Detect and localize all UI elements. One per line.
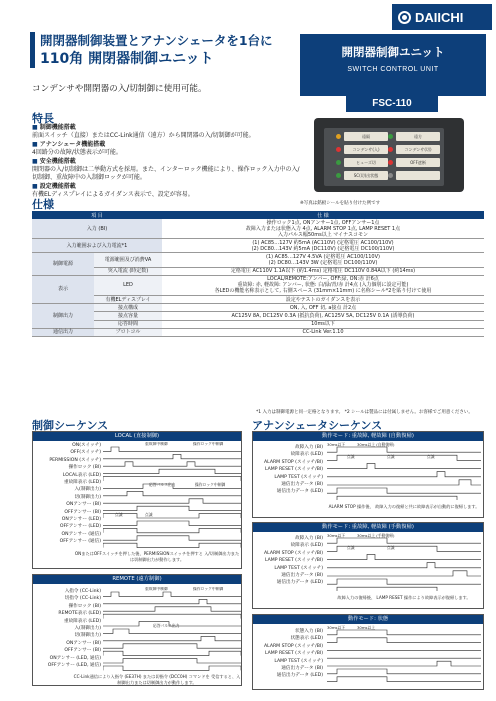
local-seq-note: ONまたはOFFスイッチを押した後、PERMISSIONスイッチを押すと 入/切制御出力または切制御出力が動作します。	[74, 551, 240, 562]
ann-mode2-waveforms	[327, 533, 481, 591]
spec-row	[32, 320, 484, 328]
remote-signal-list	[35, 588, 101, 669]
ann-mode3-diagram	[252, 614, 484, 690]
spec-value: (1) AC85…127V 約5mA (AC110V) (定格電圧 AC100/110V) (2) DC80…143V 約5mA (DC110V) (定格電圧 DC100/110V)	[162, 239, 484, 253]
ann-mode2-diagram	[252, 522, 484, 609]
product-name-en: SWITCH CONTROL UNIT	[347, 66, 439, 73]
signal-label: ONアンサー (LED)	[61, 517, 101, 523]
spec-row	[32, 304, 484, 312]
signal-waveform	[103, 629, 241, 633]
signal-label: 通信出力データ (LED)	[276, 673, 323, 679]
signal-waveform	[327, 638, 481, 643]
timing-label: 30ms以下	[327, 625, 346, 630]
spec-category: 制御出力	[32, 304, 94, 329]
signal-label: OFF(スイッチ)	[70, 450, 101, 456]
signal-label: ALARM STOP (スイッチ/BI)	[264, 643, 323, 649]
timing-label: 点滅	[387, 545, 395, 550]
spec-row	[32, 312, 484, 320]
spec-row	[32, 275, 484, 295]
signal-label: 故障表示 (LED)	[290, 452, 323, 458]
signal-waveform	[327, 480, 481, 485]
product-name-jp: 開閉器制御ユニット	[341, 45, 445, 59]
spec-category: 入力 (BI)	[32, 219, 162, 239]
ann-seq-heading: アナンシェータシーケンス	[252, 419, 383, 432]
signal-waveform	[103, 592, 241, 596]
feature-title: ■ 安全機能搭載	[32, 158, 302, 166]
signal-label: 通信出力データ (LED)	[276, 580, 323, 586]
timing-label: 点滅	[427, 454, 435, 459]
ann-mode2-signal-list	[255, 535, 323, 587]
signal-waveform	[327, 496, 481, 500]
ann-mode3-waveforms	[327, 625, 481, 687]
remote-waveforms	[103, 587, 241, 673]
feature-title: ■ 制御機能搭載	[32, 124, 302, 132]
device-button: 遠方	[396, 132, 440, 141]
signal-waveform	[327, 587, 481, 591]
remote-seq-diagram	[32, 574, 242, 686]
signal-label: ONアンサー (通信)	[61, 531, 101, 537]
feature-text: 有機ELディスプレイによるガイダンス表示で、設定が容易。	[32, 191, 194, 199]
spec-value: LOCAL/REMOTE:アンバー, OFF:緑, ON:赤 計6点 重故障: 赤, 軽故障: アンバー, 状態: 白/緑/青/赤 計4点 (入力個別に設定可能) 各LEDの機能名称表示として, 右側スペース (31mm×11mm) に名称シール*2を貼り付けて使用	[162, 275, 484, 295]
signal-label: LAMP TEST (スイッチ)	[274, 565, 323, 571]
signal-waveform	[327, 472, 481, 477]
spec-subcategory: 電源範囲及び消費VA	[94, 253, 162, 267]
device-led	[388, 173, 393, 178]
signal-waveform	[103, 469, 241, 473]
signal-label: 切(制御出力)	[74, 633, 101, 639]
ann-mode1-note: ALARM STOP 操作後、 故障入力の復帰と共に故障表示が自動的に復帰します。	[328, 504, 480, 509]
timing-label: 点滅	[347, 545, 355, 550]
signal-label: ONアンサー (BI)	[66, 502, 101, 508]
spec-subcategory: 接点構成	[94, 304, 162, 312]
spec-subcategory: 有機ELディスプレイ	[94, 295, 162, 303]
signal-label: ONアンサー (LED, 通信)	[49, 655, 101, 661]
signal-waveform	[327, 554, 481, 559]
signal-label: OFFアンサー (通信)	[59, 539, 101, 545]
signal-label: REMOTE表示 (LED)	[58, 611, 101, 617]
device-led	[336, 134, 341, 139]
signal-waveform	[103, 614, 241, 618]
signal-label: OFFアンサー (LED, 通信)	[47, 663, 101, 669]
spec-row	[32, 219, 484, 239]
timing-label: 30ms以下	[327, 442, 346, 447]
signal-label: ALARM STOP (スイッチ/BI)	[264, 459, 323, 465]
signal-label: 切(制御出力)	[74, 494, 101, 500]
feature-title: ■ 設定機能搭載	[32, 183, 302, 191]
signal-label: 入(制御出力)	[74, 626, 101, 632]
signal-label: 故障入力 (BI)	[295, 445, 323, 450]
signal-label: 入(制御出力)	[74, 487, 101, 493]
ann-mode2-title: 動作モード: 重故障, 軽故障 (手動復帰)	[253, 523, 483, 532]
signal-waveform	[103, 666, 241, 670]
signal-label: ON(スイッチ)	[72, 443, 101, 448]
spec-value: AC125V 8A, DC125V 0.3A (抵抗負荷), AC125V 5A, DC125V 0.1A (誘導負荷)	[162, 312, 484, 320]
signal-waveform	[327, 488, 481, 493]
device-button	[396, 171, 440, 180]
signal-waveform	[327, 571, 481, 576]
timing-label: 操作ロック中制御	[195, 482, 226, 487]
signal-label: 操作ロック (BI)	[68, 603, 101, 609]
signal-label: 入指令 (CC-Link)	[64, 589, 101, 594]
device-button: SC(切)出状態	[344, 171, 388, 180]
timing-label: 重故障中制御	[145, 442, 168, 446]
timing-label: 点滅	[115, 512, 123, 517]
signal-waveform	[103, 536, 241, 540]
device-led	[336, 173, 341, 178]
spec-subcategory: 応答時間	[94, 320, 162, 328]
signal-label: 状態入力 (BI)	[295, 629, 323, 634]
signal-waveform	[327, 563, 481, 568]
signal-waveform	[103, 462, 241, 466]
signal-waveform	[103, 521, 241, 525]
remote-seq-title: REMOTE (遠方制御)	[33, 575, 241, 584]
device-led	[336, 160, 341, 165]
page-title	[40, 32, 273, 68]
device-led	[388, 147, 393, 152]
spec-subcategory: 突入電流 (時定数)	[94, 267, 162, 275]
signal-label: LAMP TEST (スイッチ)	[274, 658, 323, 664]
spec-value: CC-Link Ver.1.10	[162, 328, 484, 336]
signal-label: 通信出力データ (BI)	[281, 666, 323, 672]
signal-label: 通信出力データ (BI)	[281, 573, 323, 579]
signal-label: 通信出力データ (LED)	[276, 489, 323, 495]
spec-category: 入力範囲および入力電流*1	[32, 239, 162, 253]
signal-waveform	[103, 644, 241, 648]
product-model: FSC-110	[346, 96, 438, 112]
signal-label: LAMP RESET (スイッチ/BI)	[264, 558, 323, 564]
device-button: コンデンサ(入)	[344, 145, 388, 154]
spec-row	[32, 295, 484, 303]
feature-text: 4回路分の故障/状態表示が可能。	[32, 149, 122, 157]
device-led	[388, 134, 393, 139]
signal-label: OFFアンサー (BI)	[64, 648, 101, 654]
ann-mode2-note: 故障入力の復帰後、 LAMP RESET 操作により故障表示が復帰します。	[337, 595, 471, 600]
signal-label: ONアンサー (BI)	[66, 640, 101, 646]
spec-value: 設定やテストのガイダンスを表示	[162, 295, 484, 303]
device-led	[336, 147, 341, 152]
signal-waveform	[103, 514, 241, 518]
signal-waveform	[103, 599, 241, 603]
device-photo	[314, 118, 464, 192]
ann-mode1-waveforms	[327, 442, 481, 500]
signal-label: 通信出力データ (BI)	[281, 482, 323, 488]
signal-label: 操作ロック (BI)	[68, 465, 101, 471]
timing-label: 操作ロック中制御	[193, 587, 224, 591]
spec-category: 制御電源	[32, 253, 94, 275]
signal-waveform	[103, 477, 241, 481]
signal-waveform	[103, 506, 241, 510]
remote-seq-note: CC-Link通信により入指令 (EE37H) または切指令 (DCC0H) コマンドを 受信すると、入制御出力または切制御出力が動作します。	[73, 674, 241, 685]
spec-value: 操作ロック1点, ONアンサー1点, OFFアンサー1点 故障入力または状態入力 4点, ALARM STOP 1点, LAMP RESET 1点 入力パルス幅50ms以上 マイナスコモン	[162, 219, 484, 239]
signal-waveform	[103, 447, 241, 451]
spec-footnote: *1 入力は制御電源と同一定格となります。 *2 シールは製品には付属しません。お客様でご用意ください。	[256, 410, 473, 415]
signal-waveform	[103, 491, 241, 495]
device-front-panel	[324, 128, 444, 186]
timing-label: 応答パルス出力	[149, 482, 176, 487]
signal-label: 故障入力 (BI)	[295, 536, 323, 541]
title-line-1: 開閉器制御装置とアナンシェータを1台に	[40, 33, 273, 48]
spec-table	[32, 211, 484, 337]
timing-label: 30ms以上 (自動復帰)	[357, 442, 395, 447]
timing-label: 点滅	[387, 454, 395, 459]
ann-mode3-title: 動作モード: 状態	[253, 615, 483, 624]
spec-heading: 仕様	[32, 198, 54, 211]
signal-label: OFFアンサー (LED)	[59, 524, 101, 530]
spec-value: 10ms以下	[162, 320, 484, 328]
device-led	[388, 160, 393, 165]
signal-label: 重故障表示 (LED)	[63, 480, 101, 486]
device-button: ヒューズ切	[344, 158, 388, 167]
signal-waveform	[327, 661, 481, 666]
page-subtitle: コンデンサや開閉器の入/切制御に使用可能。	[32, 84, 207, 94]
timing-label: 重故障中制御	[145, 587, 168, 591]
ann-mode1-title: 動作モード: 重故障, 軽故障 (自動復帰)	[253, 432, 483, 441]
signal-waveform	[103, 499, 241, 503]
signal-waveform	[327, 669, 481, 674]
features-heading: 特長	[32, 112, 54, 125]
feature-title: ■ アナンシェータ機能搭載	[32, 141, 302, 149]
spec-photo-note: ※写真は銘板シールを貼り付けた例です	[300, 201, 381, 206]
signal-label: LAMP RESET (スイッチ/BI)	[264, 651, 323, 657]
device-button: コンデンサ(切)	[396, 145, 440, 154]
spec-row	[32, 239, 484, 253]
signal-label: 切指令 (CC-Link)	[64, 596, 101, 602]
spec-category: 表示	[32, 275, 94, 303]
signal-waveform	[103, 607, 241, 611]
local-waveforms	[103, 442, 241, 550]
signal-label: OFFアンサー (BI)	[64, 509, 101, 515]
signal-waveform	[103, 636, 241, 640]
signal-waveform	[103, 543, 241, 547]
spec-value: ON, 入, OFF 切, a接点 計2点	[162, 304, 484, 312]
title-line-2: 110角 開閉器制御ユニット	[40, 51, 214, 67]
signal-waveform	[327, 630, 481, 635]
signal-waveform	[103, 659, 241, 663]
signal-label: PERMISSION (スイッチ)	[49, 457, 101, 463]
signal-waveform	[103, 528, 241, 532]
signal-waveform	[327, 447, 481, 452]
signal-label: 重故障表示 (LED)	[63, 618, 101, 624]
ann-mode3-signal-list	[255, 628, 323, 680]
spec-subcategory: プロトコル	[94, 328, 162, 336]
spec-row	[32, 253, 484, 267]
signal-waveform	[327, 579, 481, 584]
signal-waveform	[327, 538, 481, 543]
spec-subcategory: LED	[94, 275, 162, 295]
signal-label: ALARM STOP (スイッチ/BI)	[264, 550, 323, 556]
spec-value: 定格電圧 AC110V 1.1A以下 (約1.4ms) 定格電圧 DC110V 0.84A以下 (約14ms)	[162, 267, 484, 275]
spec-row	[32, 267, 484, 275]
signal-waveform	[327, 463, 481, 468]
control-seq-heading: 制御シーケンス	[32, 419, 109, 432]
spec-row	[32, 328, 484, 336]
local-signal-list	[35, 442, 101, 546]
timing-label: 応答パルス出力	[153, 623, 180, 628]
brand-logo	[392, 4, 492, 30]
brand-name: DAIICHI	[415, 9, 464, 25]
feature-text: 開閉器の入/切制御は二挙動方式を採用。また、インターロック機能により、操作ロック入力中の入/切制御、重故障中の入制御ロックが可能。	[32, 166, 300, 182]
spec-value: (1) AC85…127V 4.5VA (定格電圧 AC100/110V) (2) DC80…143V 3W (定格電圧 DC100/110V)	[162, 253, 484, 267]
timing-label: 点滅	[145, 512, 153, 517]
signal-waveform	[103, 651, 241, 655]
signal-waveform	[327, 677, 481, 682]
device-button: OFF遮断	[396, 158, 440, 167]
daiichi-logo-icon	[398, 11, 411, 24]
local-seq-title: LOCAL (直接制御)	[33, 432, 241, 441]
local-seq-diagram	[32, 431, 242, 569]
signal-waveform	[103, 454, 241, 458]
spec-category: 通信出力	[32, 328, 94, 336]
device-button: 遠隔	[344, 132, 388, 141]
features-list	[32, 124, 302, 200]
product-name-box	[300, 34, 486, 96]
ann-mode1-diagram	[252, 431, 484, 518]
signal-label: LOCAL表示 (LED)	[62, 472, 101, 478]
feature-text: 前面スイッチ（直接）またはCC-Link通信（遠方）から開閉器の入/切制御が可能。	[32, 132, 255, 140]
signal-label: 状態表示 (LED)	[290, 636, 323, 642]
ann-mode1-signal-list	[255, 444, 323, 496]
timing-label: 操作ロック中制御	[193, 442, 224, 446]
timing-label: 30ms以下	[327, 533, 346, 538]
spec-col-item: 項 目	[32, 211, 162, 219]
timing-label: 30ms以上 (手動復帰)	[357, 533, 395, 538]
signal-label: LAMP RESET (スイッチ/BI)	[264, 467, 323, 473]
spec-subcategory: 接点容量	[94, 312, 162, 320]
title-accent-bar	[30, 32, 35, 68]
signal-label: LAMP TEST (スイッチ)	[274, 474, 323, 480]
spec-col-spec: 仕 様	[162, 211, 484, 219]
timing-label: 点滅	[347, 454, 355, 459]
timing-label: 30ms以上	[357, 625, 376, 630]
signal-label: 故障表示 (LED)	[290, 543, 323, 549]
